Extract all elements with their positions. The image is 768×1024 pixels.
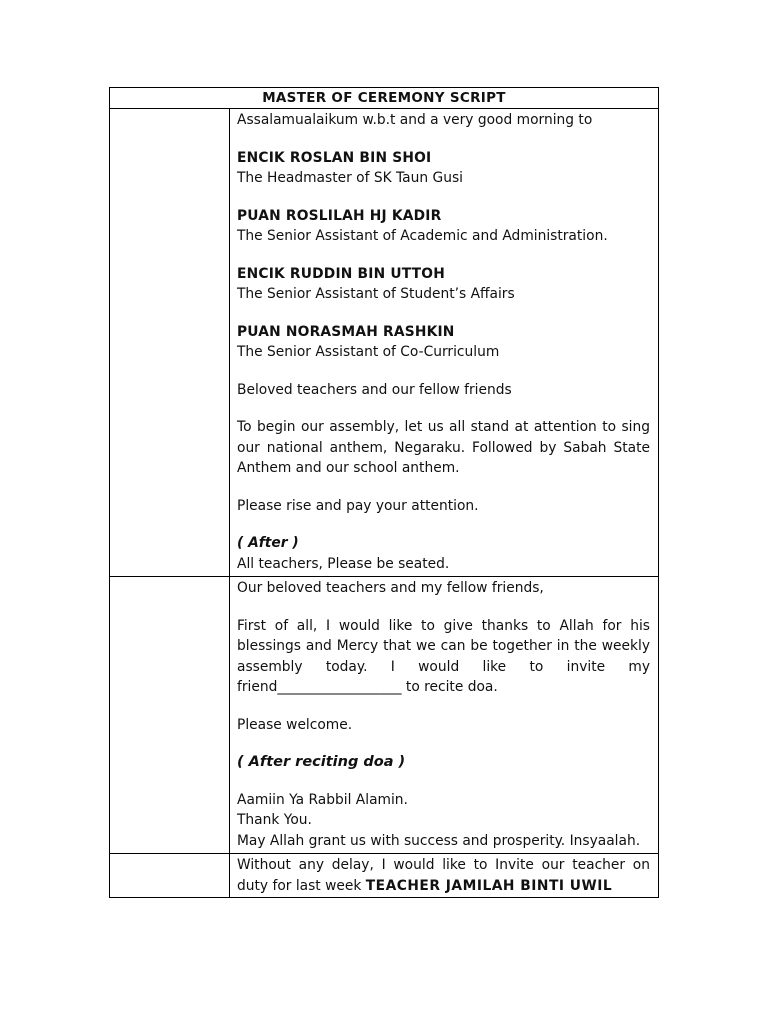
- content-cell: [230, 109, 659, 577]
- after-label: ( After ): [237, 535, 299, 551]
- empty-cell: [110, 854, 230, 898]
- script-row-teacher: [110, 854, 659, 898]
- prosperity-text: May Allah grant us with success and prosperity. Insyaalah.: [237, 832, 641, 849]
- script-table: [109, 87, 659, 898]
- guest-name: PUAN ROSLILAH HJ KADIR: [237, 207, 442, 224]
- content-cell: [230, 854, 659, 898]
- seated-text: All teachers, Please be seated.: [237, 555, 450, 572]
- guest-name: PUAN NORASMAH RASHKIN: [237, 323, 455, 340]
- guest-role: The Senior Assistant of Academic and Administration.: [237, 228, 608, 244]
- rise-text: Please rise and pay your attention.: [237, 497, 479, 514]
- thanks-paragraph: First of all, I would like to give thanks to Allah for his blessings and Mercy that we can be together in the weekly assembly today. I would like to invite my friend__________________ to recite doa.: [237, 617, 650, 695]
- beloved-text: Beloved teachers and our fellow friends: [237, 381, 512, 398]
- anthem-paragraph: To begin our assembly, let us all stand at attention to sing our national anthem, Negaraku. Followed by Sabah State Anthem and our school anthem.: [237, 419, 650, 476]
- teacher-name: TEACHER JAMILAH BINTI UWIL: [365, 877, 613, 894]
- welcome-text: Please welcome.: [237, 716, 353, 733]
- script-row-doa: [110, 577, 659, 854]
- guest-role: The Senior Assistant of Student’s Affairs: [237, 286, 515, 302]
- empty-cell: [110, 109, 230, 577]
- guest-role: The Headmaster of SK Taun Gusi: [237, 170, 463, 186]
- content-cell: [230, 577, 659, 854]
- invite-paragraph: [237, 855, 650, 896]
- empty-cell: [110, 577, 230, 854]
- script-row-opening: [110, 109, 659, 577]
- thank-you-text: Thank You.: [237, 812, 312, 828]
- guest-role: The Senior Assistant of Co-Curriculum: [237, 344, 500, 360]
- opening-text: Our beloved teachers and my fellow friends,: [237, 580, 544, 596]
- after-doa-label: ( After reciting doa ): [237, 754, 406, 770]
- greeting-text: Assalamualaikum w.b.t and a very good morning to: [237, 112, 593, 128]
- guest-name: ENCIK RUDDIN BIN UTTOH: [237, 265, 445, 282]
- document-title: MASTER OF CEREMONY SCRIPT: [110, 88, 659, 109]
- invite-text: Without any delay, I would like to Invite our teacher on duty for last week: [237, 857, 650, 894]
- guest-name: ENCIK ROSLAN BIN SHOI: [237, 149, 432, 166]
- aamiin-text: Aamiin Ya Rabbil Alamin.: [237, 791, 408, 808]
